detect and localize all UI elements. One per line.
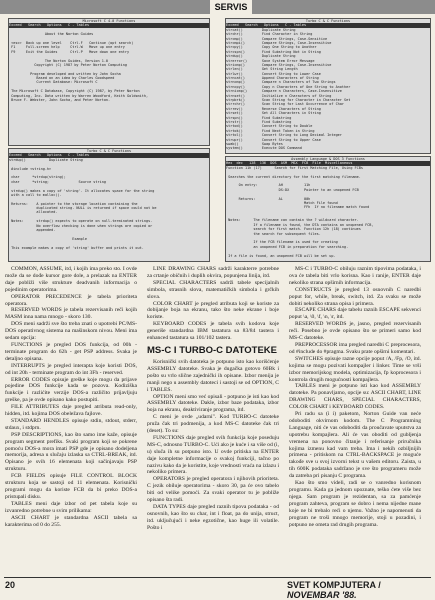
screen-line: strcmpi() Compare Strings, Case-Insensitive (226, 40, 332, 45)
paragraph: COMMON, ASSUME, itd, i kojih ima preko sto. I ovde može da se dođe kursor gore dole, a prelazak na ENTER daje pobliži više strukture deadvanih informacija o pojedinim operatorima. (5, 266, 137, 293)
screen-line: Function 11h (17) Search for First Matching File, Using FCBs (226, 165, 363, 170)
paragraph: OPTION meni smo već opisali - potpuno je isti kao kod ASSEMBLY datoteke. Dakle, izbor baze podataka, izbor boja na ekranu, deaktiviranje programa, itd. (147, 393, 279, 414)
screen-line: strdup() Duplicate String (226, 54, 296, 59)
screen-line: F9 Exit the Guides Ctrl-P Move down one entry (9, 49, 130, 54)
screen-line: Match File found (226, 200, 338, 205)
screen-line: Based on an idea by Charles Goodspeed (9, 76, 115, 81)
screen-body (9, 28, 209, 103)
paragraph: TABLES meni daje izbor od pet tabela koje su izvanredno potrebne u svim prilikama: (5, 500, 137, 514)
screen-line: Returns: AL 00h (226, 196, 311, 201)
paragraph: SWITCHES opisuje razne opcije poput /A, /Fp, /O, itd. kojima se mogu pozivati kompajler i linker. Time se vrši izbor memorijskog modela, optimizacija, fp koprocesora i kontrola drugih mogućnosti kompajlera. (289, 355, 421, 383)
paragraph: INTERRUPTS je pregled interapta koje koristi DOS, od int 20h - terminate program do int 3Fh - reserved. (5, 362, 137, 376)
screen-body (226, 166, 430, 258)
paragraph: PREPROCESSOR ima pregled naredbi C preprocesora, od #include do #pragma. Svaku prate opširni komentari. (289, 341, 421, 355)
screen-line: strnicmp() Compare n Characters, Case-Insensitive (226, 89, 342, 94)
screen-line: the search for subsequent files. (226, 231, 321, 236)
screenshot-dos-function (225, 156, 431, 262)
screen-menu: Exceed Search Options C - Tables (226, 23, 430, 27)
paragraph: KEYBOARD CODES je tabela svih kodova koje generiše standardna IBM tastatura sa 83/84 tastera i enhanced tastatura sa 101/102 tastera. (147, 321, 279, 342)
screenshot-norton-about (8, 18, 210, 146)
paragraph: Kao što smo videli, radi se o vanredno korisnom programu. Kada ga jednom upoznate, teško ćete više bez njega. Sam program je rezidentan, sa za pamćenje program zahteva, program se dobro i nema nijedne mane koje ne bi trebalo reći o njemu. Važno je napomenuti da program ne troši mnogo memorije, stoji u pozadini, i potpuno ne ometa rad drugih programa. (289, 480, 421, 528)
screen-line: search for first match. Function 12h (18) continues (226, 227, 361, 232)
screen-line: strdup() makes a copy of 'string'. It allocates space for the string (9, 188, 155, 193)
screen-line: strdup() Duplicate String (9, 157, 83, 162)
paragraph: CONSTRUCTS je pregled 13 osnovnih C naredbi poput for, while, break, switch, itd. Za svaku se može dobiti nekoliko strana opisa i primera. (289, 286, 421, 307)
screen-line: strncmp() Compare n Characters of Two Strings (226, 80, 336, 85)
screen-line: char *strdup(string); (9, 175, 66, 180)
screen-line: strrev() Reverse Characters of String (226, 106, 321, 111)
screen-line: strrchr() Scan String for Last Occurrence of Char (226, 102, 345, 107)
screen-line: strerror() Save System Error Message (226, 58, 315, 63)
screen-line: Program developed and written by John Socha (9, 71, 121, 76)
paragraph: C meni je ovde „udarni". Kod TURBO-C datoteke pruža čak tri podmenija, a kod MS-C datoteke čak tri (deset). To su: (147, 414, 279, 435)
screen-line: allocated. (9, 210, 58, 215)
paragraph: DATA TYPES daje pregled raznih tipova podataka - od osnovnih, kao što su char, int i float, pa do unija, struct, itd. uključujući i neke egzotične, kao huge ili volatile. Pošto i (147, 504, 279, 531)
section-heading: MS-C I TURBO-C DATOTEKE (147, 344, 278, 356)
screen-line: strcpy() Copy One String to Another (226, 45, 317, 50)
screen-line: strtod() Convert String to Double (226, 124, 313, 129)
paragraph: RESERVED WORDS je tabela rezervisanih reči kojih MASM inna nama mnogo - skoro 130. (5, 307, 137, 321)
screen-line: Bruce F. Webster, John Socha, and Peter Norton. (9, 98, 111, 103)
screen-line: The Norton Guides, Version 1.0 (9, 58, 109, 63)
screen-line: strcmp() Compare Strings, Case-Sensitive (226, 36, 328, 41)
paragraph: FCB FIELDS opisuje FILE CONTROL BLOCK strukturu koja se sastoji od 11 elemenata. Korisnički programi mogu da koriste FCB da bi preko DOS-a pristupali disku. (5, 473, 137, 500)
paragraph: Pri radu sa (i i) paketom, Norton Guide van neće odoboditi okvirnom kodom. The C Programming Language, niti će vas odoboditi da proučavate uputstva za upotrebu kompajlera. Ali će vas oboditi od gubljenja vremena na ponovno čitanje i referisanje priručnika kojima izmenu kad vam treba. Ima i nekih ozbiljnijih primena - pritiskom na CTRL-BACKSPACE je moguće takođe sve u svoj izvorni tekst u vašem editoru. Zaista, u tih 600K podataka sadržano je sve što programeru može da zatreba pri pisanju C programa. (289, 411, 421, 480)
screen-line: strstr() Find Substring (226, 119, 292, 124)
paragraph: SPECIAL CHARACTERS sadrži tabele specijalnih simbola, strasnih slova, matematičkih simbola i grčkih slova. (147, 279, 279, 300)
issue-date: NOVEMBAR '88. (287, 590, 357, 600)
footer-magazine (287, 580, 435, 600)
column-2-top (147, 266, 279, 342)
article-column-1 (5, 266, 137, 576)
paragraph: TABLES meni je potpuno isti kao kod ASSEMBLY datoteke. Pa ponavljamo, opcije su: ASCII CHART, LINE DRAWING CHARS, SPECIAL CHARACTERS, COLOR CHART i KEYBOARD CODES. (289, 383, 421, 411)
screen-line: <esc> Back up one level Ctrl-F Continue (opt search) (9, 40, 134, 45)
magazine-name: SVET KOMPJUTERA (287, 580, 376, 590)
paragraph: OPERATOR PRECEDENCE je tabela prioriteta operatora. (5, 293, 137, 307)
footer-separator: / (378, 580, 381, 590)
screen-line: DS:DX Pointer to an unopened FCB (226, 187, 359, 192)
screen-line: If a file is found, an unopened FCB will be set up. (226, 253, 336, 258)
screen-line: Searches the current directory for the first matching filename. (226, 174, 361, 179)
screen-line: strchr() Find Character in String (226, 32, 313, 37)
screen-line: Returns: A pointer to the storage location containing the (9, 201, 138, 206)
screen-line: with a call to malloc(). (9, 192, 62, 197)
header-band-right (252, 0, 435, 14)
screen-line: strlen() Get String Length (226, 67, 298, 72)
screen-line: Example (9, 236, 87, 241)
screen-line: strtok() Find Next Token in String (226, 128, 315, 133)
screen-line: The Microsoft C Database, Copyright (C) 1987, by Peter Norton (9, 89, 140, 94)
screen-line: Current Database: Microsoft C (9, 80, 98, 85)
screen-line: system() Execute DOS Command (226, 146, 302, 151)
paragraph: ERROR CODES opisuje greške koje mogu da prijave pojedine DOS funkcije kada se pozova. Kodiziška funkcije i razlićite verzije DOS-a različito prijavljuju greške, pa je ovde opisano kako postupiti. (5, 376, 137, 404)
screen-line: strset() Set All Characters in String (226, 111, 321, 116)
paragraph: FUNCTIONS daje pregled svih funkcija koje poseduju MS-C, odnosno TURBO-C. Ući ako je kuće i sa više od (i, u) sluča ih su potpuno isto. U ovde pritiska na ENTER daje kompletne informacije o svakoj funkciji, tačno po nazivu kako da je koristite, koje vrednosti vraća na izlazu i nekoliko primera. (147, 434, 279, 476)
screen-line: strncpy() Copy n Characters of One String to Another (226, 84, 351, 89)
footer-rule (4, 577, 431, 578)
screen-line: If the FCB filename is used for creating (226, 240, 338, 245)
screen-line: stricmp() Compare Strings, Case-Insensitive (226, 62, 332, 67)
article-column-3 (289, 266, 421, 576)
screenshot-string-functions (225, 18, 431, 154)
screen-title: Turbo C & C Functions (305, 19, 351, 23)
paragraph: PSP DESCRIPTIONS, kao što samo ime kaže, opisuje program segment prefiks. Svaki program koji se pokrene pomoću DOS-a mora imati PSP gde je opisano dodeljena memorija, adresa u slučaju izlaska sa CTRL-BREAK, itd. Opisano je svih 16 elemenata koji sačinjavaju PSP strukturu. (5, 431, 137, 473)
screen-line: strpbrk() Scan String for Character in Character Set (226, 98, 351, 103)
screen-line: duplicated string. NULL is returned if space could not be (9, 206, 157, 211)
screen-line: Computing, Inc. Data written by Warren Woodford, Keith Goldsmith, (9, 93, 149, 98)
screen-line: strlwr() Convert String to Lower Case (226, 71, 321, 76)
section-title: SERVIS (214, 2, 248, 12)
screen-line: On entry: AH 11h (226, 183, 311, 188)
screen-line: swab() Swap Bytes (226, 141, 283, 146)
screen-body (226, 28, 430, 151)
screen-title: Turbo C & C Functions (86, 149, 132, 153)
screen-line: This example makes a copy of 'string' buffer and prints it out. (9, 245, 144, 250)
screen-menu: Exceed Search Options C - Tables (9, 23, 209, 27)
column-2-bottom (147, 359, 279, 532)
screen-line: strupr() Convert String to Upper Case (226, 137, 321, 142)
screen-line: No overflow checking is done when strings are copied or (9, 223, 153, 228)
paragraph: LINE DRAWING CHARS sadrži karakterre potrebne za crtanje običnih i duplih okvira, popunjena linija, itd. (147, 266, 279, 279)
paragraph: FUNCTIONS je pregled DOS funkcija, od 00h - terminate program do 62h - get PSP address. Svaka je detaljno opisana. (5, 341, 137, 362)
screen-line: appended. (9, 228, 56, 233)
screen-menu: Exceed Search Options C - Tables (9, 153, 209, 157)
header-band-left (0, 0, 210, 14)
paragraph: Korisnički svih datoteka je potpuno isto kao korišćenje ASSEMBLY datoteke. Svaka je dugačka gotovo 60Bk i pošto su vrlo slične zajednički ih opisane. Izbor menija je manji nego u assembly datoteci i sastoji se od OPTION, C i TABLES. (147, 358, 279, 393)
screen-line: Notes: The filename can contain the ? wildcard character. (226, 218, 359, 223)
article-column-2 (147, 266, 279, 576)
paragraph: ESCAPE CHARS daje tabelu raznih ESCAPE sekvenci poput \a, \0, \f, \n, \r, itd. (289, 307, 421, 321)
paragraph: RESERVED WORDS je, jasno, pregled rezervisanih reči. Posebno je ovde opisano što se primeri samo kod MS-C datoteke. (289, 321, 421, 342)
screen-line: strspn() Find Substring (226, 115, 292, 120)
screen-line: #include <string.h> (9, 166, 52, 171)
screen-line: FFh If no filename match found (226, 205, 370, 210)
screen-menu: Hex dec 128 136 DOS ASM MSX FCB File Miscellaneous (226, 161, 430, 165)
screen-line: strcat() Duplicate String (226, 27, 296, 32)
screen-line: strtol() Convert String to Long Decimal Integer (226, 133, 342, 138)
screen-line: About the Norton Guides (9, 32, 94, 37)
paragraph: FILE ATTRIBUTES daje pregled atributa read-only, hidden, itd. kojima DOS obeležava fajlove. (5, 404, 137, 418)
screen-line: strcspn() Find Substring Not in String (226, 49, 321, 54)
screen-line: char *string; Source string (9, 179, 106, 184)
screenshot-strdup (8, 148, 210, 262)
paragraph: STANDARD HENDLES opisuje stdin, stdout, stderr, stdaux, i stdprn. (5, 417, 137, 431)
paragraph: OPERATORS je pregled operatora i njihovih prioriteta. C jezik obiluje operatorima - skoro 30, pa će ovo tabelo biti od velike pomoći. Za svaki operator tu je pobliže opisano šta radi. (147, 476, 279, 504)
screen-line: strncat() Append Characters of String (226, 76, 319, 81)
screen-line: If a filename is found, the DTA contains an unopened FCB, (226, 222, 374, 227)
paragraph: DOS meni sadrži sve što treba znati o upotrebi PC/MS-DOS operativnog sistema na mašinskom nivou. Meni ima sedam opcija: (5, 321, 137, 342)
screen-title: Microsoft C 4.0 Functions (82, 19, 136, 23)
paragraph: ASCII CHART je standardna ASCII tabela sa karakterima od 0 do 255. (5, 514, 137, 528)
screen-line: F1 Full-screen help Ctrl-W Move up one entry (9, 45, 125, 50)
screen-line: Notes: strdup() expects to operate on null-terminated strings. (9, 219, 153, 224)
page-number: 20 (5, 580, 16, 590)
paragraph: COLOR CHART je pregled atributa koji se koriste za dobijanje boja na ekranu, tako što neke ekrane i boje koriste. (147, 300, 279, 321)
screen-title: Assembly Language & DOS 3 Functions (291, 157, 365, 161)
screen-body (9, 158, 209, 250)
paragraph: MS-C i TURBO-C obiluju raznim tipovima podataka, i ova će tabela biti vrlo korisna. Kao i ranije, ENTER daje nekoliko strana opširnih informacija. (289, 266, 421, 286)
screen-line: strnset() Initialize n Characters of String (226, 93, 332, 98)
screen-line: Copyright (C) 1987 by Peter Norton Computing (9, 62, 128, 67)
screen-line: an unopened FCB in preparation for searching. (226, 244, 349, 249)
